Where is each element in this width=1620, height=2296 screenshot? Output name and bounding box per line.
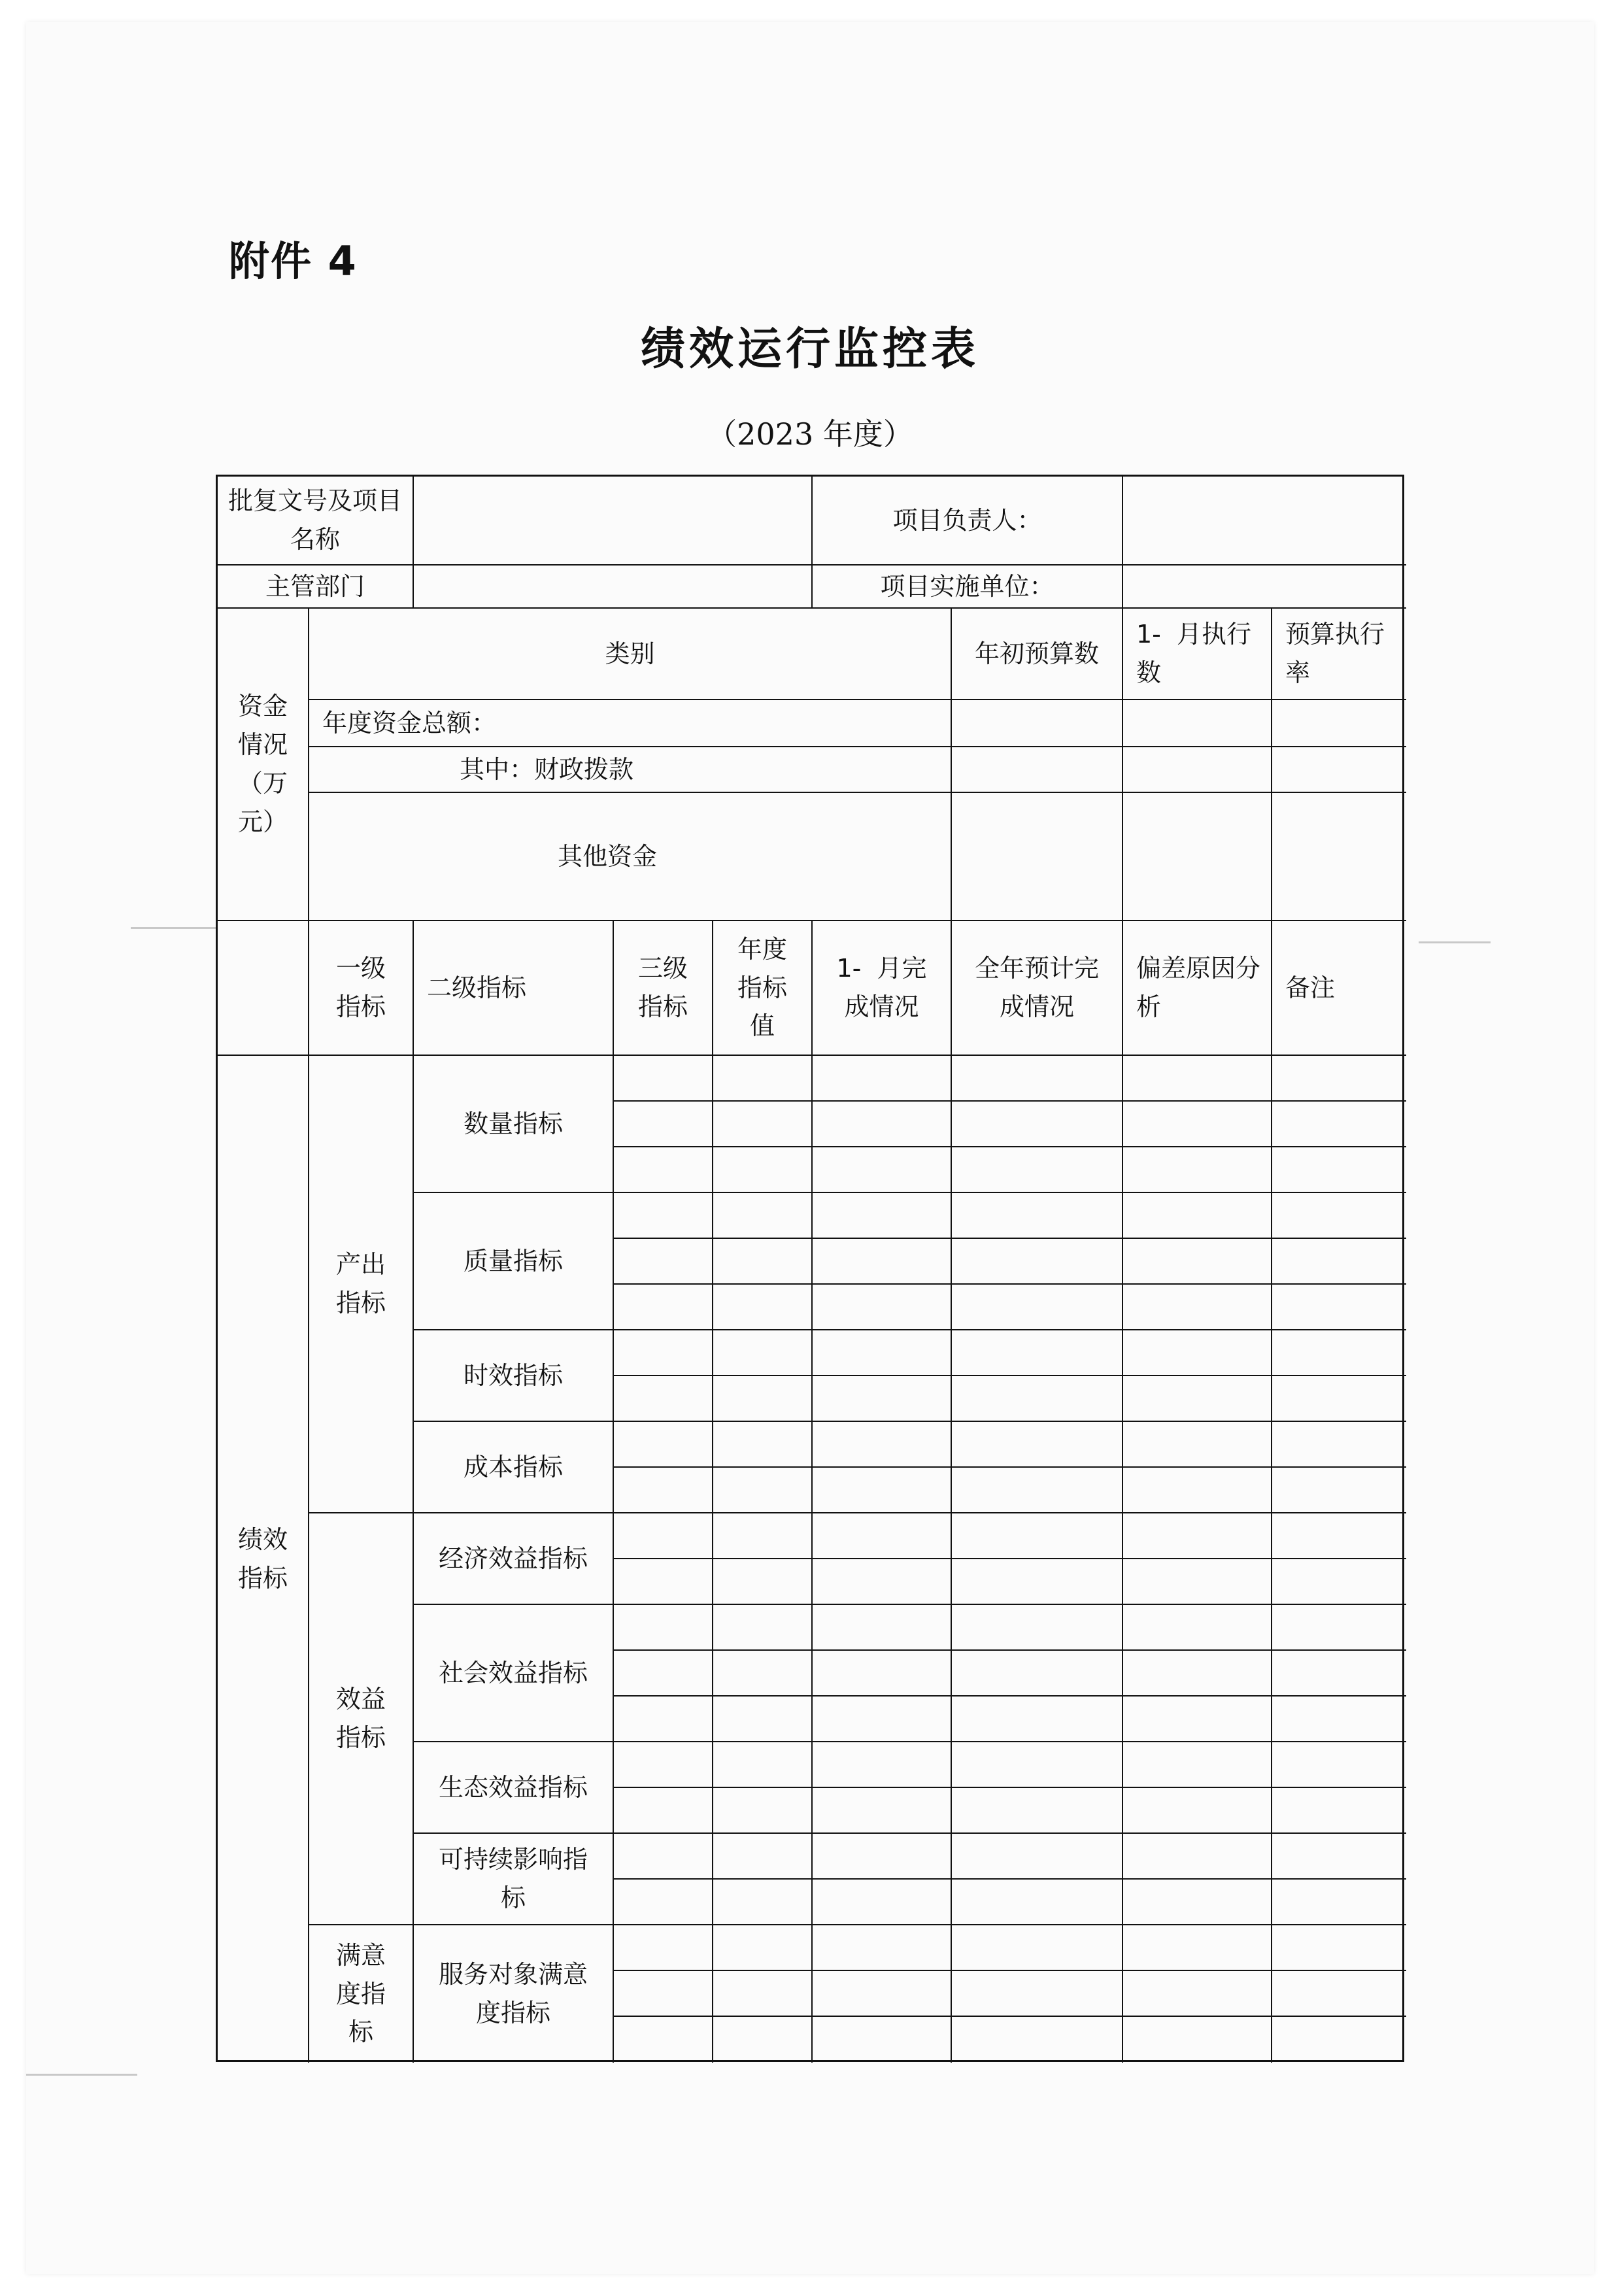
funds-total-label: 年度资金总额：: [309, 700, 952, 747]
indicator-entry-cell[interactable]: [952, 1102, 1123, 1147]
indicator-entry-cell[interactable]: [1272, 1330, 1406, 1376]
funds-total-budget[interactable]: [952, 700, 1123, 747]
indicator-entry-cell[interactable]: [614, 1056, 713, 1102]
indicator-entry-cell[interactable]: [713, 1239, 813, 1285]
deviation-header: 偏差原因分析: [1123, 921, 1272, 1056]
indicator-entry-cell[interactable]: [1123, 1376, 1272, 1422]
indicator-entry-cell[interactable]: [614, 1376, 713, 1422]
indicator-entry-cell[interactable]: [1272, 1513, 1406, 1559]
indicator-entry-cell[interactable]: [813, 1193, 952, 1239]
indicator-entry-cell[interactable]: [813, 1376, 952, 1422]
indicator-entry-cell[interactable]: [952, 2017, 1123, 2063]
funds-fiscal-label: 其中：财政拨款: [309, 747, 952, 793]
indicator-entry-cell[interactable]: [813, 1834, 952, 1880]
indicator-entry-cell[interactable]: [1123, 1697, 1272, 1742]
indicator-entry-cell[interactable]: [614, 1697, 713, 1742]
indicator-entry-cell[interactable]: [1272, 1376, 1406, 1422]
indicator-entry-cell[interactable]: [1123, 1193, 1272, 1239]
indicator-entry-cell[interactable]: [952, 1330, 1123, 1376]
indicator-entry-cell[interactable]: [813, 2017, 952, 2063]
indicator-entry-cell[interactable]: [1272, 1834, 1406, 1880]
cost-indicator-label: 成本指标: [414, 1422, 614, 1513]
attachment-label: 附件 4: [229, 237, 358, 285]
level3-header: 三级指标: [614, 921, 713, 1056]
indicator-entry-cell[interactable]: [713, 1102, 813, 1147]
indicator-entry-cell[interactable]: [813, 1697, 952, 1742]
project-leader-value-cell[interactable]: [1123, 477, 1406, 566]
indicator-entry-cell[interactable]: [1123, 1422, 1272, 1468]
project-leader-label: 项目负责人：: [813, 477, 1123, 566]
funds-category-header: 类别: [309, 609, 952, 700]
indicator-entry-cell[interactable]: [713, 1468, 813, 1513]
indicator-entry-cell[interactable]: [952, 1925, 1123, 1971]
indicator-entry-cell[interactable]: [1123, 1651, 1272, 1697]
implementer-value-cell[interactable]: [1123, 566, 1406, 609]
indicator-entry-cell[interactable]: [813, 1651, 952, 1697]
indicator-entry-cell[interactable]: [813, 1513, 952, 1559]
indicator-entry-cell[interactable]: [1123, 1239, 1272, 1285]
indicator-entry-cell[interactable]: [713, 1513, 813, 1559]
indicator-entry-cell[interactable]: [713, 1330, 813, 1376]
quality-indicator-label: 质量指标: [414, 1193, 614, 1330]
indicator-entry-cell[interactable]: [713, 1605, 813, 1651]
indicator-entry-cell[interactable]: [713, 1697, 813, 1742]
indicator-entry-cell[interactable]: [1272, 1651, 1406, 1697]
indicator-entry-cell[interactable]: [813, 1147, 952, 1193]
indicator-entry-cell[interactable]: [813, 1788, 952, 1834]
indicator-entry-cell[interactable]: [1123, 1880, 1272, 1925]
indicator-entry-cell[interactable]: [952, 1834, 1123, 1880]
funds-fiscal-budget[interactable]: [952, 747, 1123, 793]
dept-value-cell[interactable]: [414, 566, 813, 609]
timeliness-indicator-label: 时效指标: [414, 1330, 614, 1422]
month-done-header: 1- 月完成情况: [813, 921, 952, 1056]
indicator-entry-cell[interactable]: [813, 1880, 952, 1925]
indicator-entry-cell[interactable]: [1272, 1056, 1406, 1102]
indicator-entry-cell[interactable]: [1123, 1788, 1272, 1834]
perf-section-label: 绩效指标: [218, 1056, 309, 2063]
indicator-entry-cell[interactable]: [1272, 1605, 1406, 1651]
indicator-entry-cell[interactable]: [614, 1742, 713, 1788]
indicator-entry-cell[interactable]: [614, 1330, 713, 1376]
funds-rate-header: 预算执行率: [1272, 609, 1406, 700]
indicator-entry-cell[interactable]: [952, 1605, 1123, 1651]
quantity-indicator-label: 数量指标: [414, 1056, 614, 1193]
indicator-entry-cell[interactable]: [614, 1102, 713, 1147]
indicator-entry-cell[interactable]: [952, 1651, 1123, 1697]
indicator-entry-cell[interactable]: [952, 1376, 1123, 1422]
indicator-entry-cell[interactable]: [813, 1742, 952, 1788]
dept-label: 主管部门: [218, 566, 414, 609]
benefit-indicator-label: 效益指标: [309, 1513, 414, 1925]
indicator-entry-cell[interactable]: [614, 1239, 713, 1285]
indicator-entry-cell[interactable]: [713, 1742, 813, 1788]
indicator-entry-cell[interactable]: [1272, 1102, 1406, 1147]
indicator-entry-cell[interactable]: [713, 1147, 813, 1193]
indicator-entry-cell[interactable]: [1123, 1925, 1272, 1971]
indicator-entry-cell[interactable]: [713, 2017, 813, 2063]
indicator-entry-cell[interactable]: [614, 1925, 713, 1971]
indicator-entry-cell[interactable]: [1123, 2017, 1272, 2063]
indicator-entry-cell[interactable]: [952, 1971, 1123, 2017]
indicator-entry-cell[interactable]: [614, 1193, 713, 1239]
indicator-entry-cell[interactable]: [813, 1971, 952, 2017]
funds-section-label: 资金情况（万元）: [218, 609, 309, 921]
indicator-entry-cell[interactable]: [813, 1102, 952, 1147]
indicator-entry-cell[interactable]: [1123, 1971, 1272, 2017]
indicator-entry-cell[interactable]: [813, 1925, 952, 1971]
indicator-entry-cell[interactable]: [813, 1468, 952, 1513]
indicator-entry-cell[interactable]: [952, 1880, 1123, 1925]
approval-value-cell[interactable]: [414, 477, 813, 566]
indicator-entry-cell[interactable]: [952, 1697, 1123, 1742]
indicator-entry-cell[interactable]: [1272, 1193, 1406, 1239]
indicator-entry-cell[interactable]: [713, 1559, 813, 1605]
indicator-entry-cell[interactable]: [713, 1788, 813, 1834]
indicator-entry-cell[interactable]: [952, 1468, 1123, 1513]
funds-fiscal-rate[interactable]: [1272, 747, 1406, 793]
indicator-entry-cell[interactable]: [713, 1971, 813, 2017]
indicator-entry-cell[interactable]: [1272, 1239, 1406, 1285]
indicator-entry-cell[interactable]: [614, 1422, 713, 1468]
performance-monitoring-table: [216, 475, 1404, 2062]
funds-other-label: 其他资金: [309, 793, 952, 921]
funds-fiscal-exec[interactable]: [1123, 747, 1272, 793]
indicator-entry-cell[interactable]: [1123, 1513, 1272, 1559]
indicator-entry-cell[interactable]: [614, 1559, 713, 1605]
indicator-entry-cell[interactable]: [713, 1056, 813, 1102]
indicator-entry-cell[interactable]: [713, 1651, 813, 1697]
indicator-entry-cell[interactable]: [813, 1422, 952, 1468]
funds-budget-header: 年初预算数: [952, 609, 1123, 700]
indicator-entry-cell[interactable]: [1272, 1422, 1406, 1468]
indicator-entry-cell[interactable]: [713, 1376, 813, 1422]
indicator-entry-cell[interactable]: [1272, 1697, 1406, 1742]
indicator-entry-cell[interactable]: [713, 1422, 813, 1468]
indicator-entry-cell[interactable]: [614, 1513, 713, 1559]
ecological-indicator-label: 生态效益指标: [414, 1742, 614, 1834]
indicator-entry-cell[interactable]: [1272, 1925, 1406, 1971]
annual-value-header: 年度指标值: [713, 921, 813, 1056]
satisfaction-indicator-label: 满意度指标: [309, 1925, 414, 2063]
funds-total-rate[interactable]: [1272, 700, 1406, 747]
indicator-entry-cell[interactable]: [713, 1834, 813, 1880]
funds-other-budget[interactable]: [952, 793, 1123, 921]
indicator-entry-cell[interactable]: [1123, 1102, 1272, 1147]
indicator-entry-cell[interactable]: [952, 1056, 1123, 1102]
indicator-entry-cell[interactable]: [952, 1788, 1123, 1834]
indicator-entry-cell[interactable]: [1272, 1147, 1406, 1193]
indicator-entry-cell[interactable]: [713, 1285, 813, 1330]
indicator-entry-cell[interactable]: [614, 1834, 713, 1880]
indicator-entry-cell[interactable]: [813, 1056, 952, 1102]
indicator-entry-cell[interactable]: [713, 1880, 813, 1925]
indicator-entry-cell[interactable]: [1272, 1788, 1406, 1834]
funds-total-exec[interactable]: [1123, 700, 1272, 747]
indicator-entry-cell[interactable]: [713, 1193, 813, 1239]
indicator-entry-cell[interactable]: [1272, 1468, 1406, 1513]
notes-header: 备注: [1272, 921, 1406, 1056]
scan-mark-bottom: [26, 2074, 137, 2076]
indicator-entry-cell[interactable]: [614, 1147, 713, 1193]
indicator-entry-cell[interactable]: [1272, 2017, 1406, 2063]
indicator-entry-cell[interactable]: [952, 1147, 1123, 1193]
indicator-entry-cell[interactable]: [614, 1880, 713, 1925]
scan-mark-right: [1419, 941, 1491, 943]
approval-label: 批复文号及项目名称: [218, 477, 414, 566]
economic-indicator-label: 经济效益指标: [414, 1513, 614, 1605]
indicator-entry-cell[interactable]: [952, 1559, 1123, 1605]
indicator-entry-cell[interactable]: [813, 1559, 952, 1605]
indicator-entry-cell[interactable]: [1123, 1056, 1272, 1102]
perf-header-blank: [218, 921, 309, 1056]
funds-other-exec[interactable]: [1123, 793, 1272, 921]
indicator-entry-cell[interactable]: [1272, 1285, 1406, 1330]
indicator-entry-cell[interactable]: [1123, 1605, 1272, 1651]
indicator-entry-cell[interactable]: [813, 1285, 952, 1330]
indicator-entry-cell[interactable]: [614, 1651, 713, 1697]
indicator-entry-cell[interactable]: [952, 1285, 1123, 1330]
indicator-entry-cell[interactable]: [813, 1330, 952, 1376]
indicator-entry-cell[interactable]: [952, 1193, 1123, 1239]
indicator-entry-cell[interactable]: [713, 1925, 813, 1971]
page-title: 绩效运行监控表: [640, 324, 979, 375]
indicator-entry-cell[interactable]: [614, 1468, 713, 1513]
indicator-entry-cell[interactable]: [1272, 1971, 1406, 2017]
indicator-entry-cell[interactable]: [1272, 1880, 1406, 1925]
indicator-entry-cell[interactable]: [1123, 1559, 1272, 1605]
indicator-entry-cell[interactable]: [614, 1971, 713, 2017]
indicator-entry-cell[interactable]: [1123, 1147, 1272, 1193]
indicator-entry-cell[interactable]: [1123, 1834, 1272, 1880]
output-indicator-label: 产出指标: [309, 1056, 414, 1513]
indicator-entry-cell[interactable]: [1272, 1559, 1406, 1605]
year-subtitle: （2023 年度）: [707, 416, 913, 452]
indicator-entry-cell[interactable]: [952, 1513, 1123, 1559]
indicator-entry-cell[interactable]: [952, 1422, 1123, 1468]
indicator-entry-cell[interactable]: [1123, 1742, 1272, 1788]
sustainable-indicator-label: 可持续影响指标: [414, 1834, 614, 1925]
indicator-entry-cell[interactable]: [813, 1605, 952, 1651]
indicator-entry-cell[interactable]: [1123, 1468, 1272, 1513]
indicator-entry-cell[interactable]: [614, 2017, 713, 2063]
funds-exec-header: 1- 月执行数: [1123, 609, 1272, 700]
social-indicator-label: 社会效益指标: [414, 1605, 614, 1742]
indicator-entry-cell[interactable]: [813, 1239, 952, 1285]
indicator-entry-cell[interactable]: [614, 1285, 713, 1330]
year-forecast-header: 全年预计完成情况: [952, 921, 1123, 1056]
level2-header: 二级指标: [414, 921, 614, 1056]
indicator-entry-cell[interactable]: [614, 1788, 713, 1834]
implementer-label: 项目实施单位：: [813, 566, 1123, 609]
scan-mark-left: [131, 927, 216, 929]
indicator-entry-cell[interactable]: [1272, 1742, 1406, 1788]
indicator-entry-cell[interactable]: [614, 1605, 713, 1651]
funds-other-rate[interactable]: [1272, 793, 1406, 921]
indicator-entry-cell[interactable]: [1123, 1330, 1272, 1376]
level1-header: 一级指标: [309, 921, 414, 1056]
indicator-entry-cell[interactable]: [952, 1239, 1123, 1285]
indicator-entry-cell[interactable]: [952, 1742, 1123, 1788]
indicator-entry-cell[interactable]: [1123, 1285, 1272, 1330]
service-satisfaction-indicator-label: 服务对象满意度指标: [414, 1925, 614, 2063]
